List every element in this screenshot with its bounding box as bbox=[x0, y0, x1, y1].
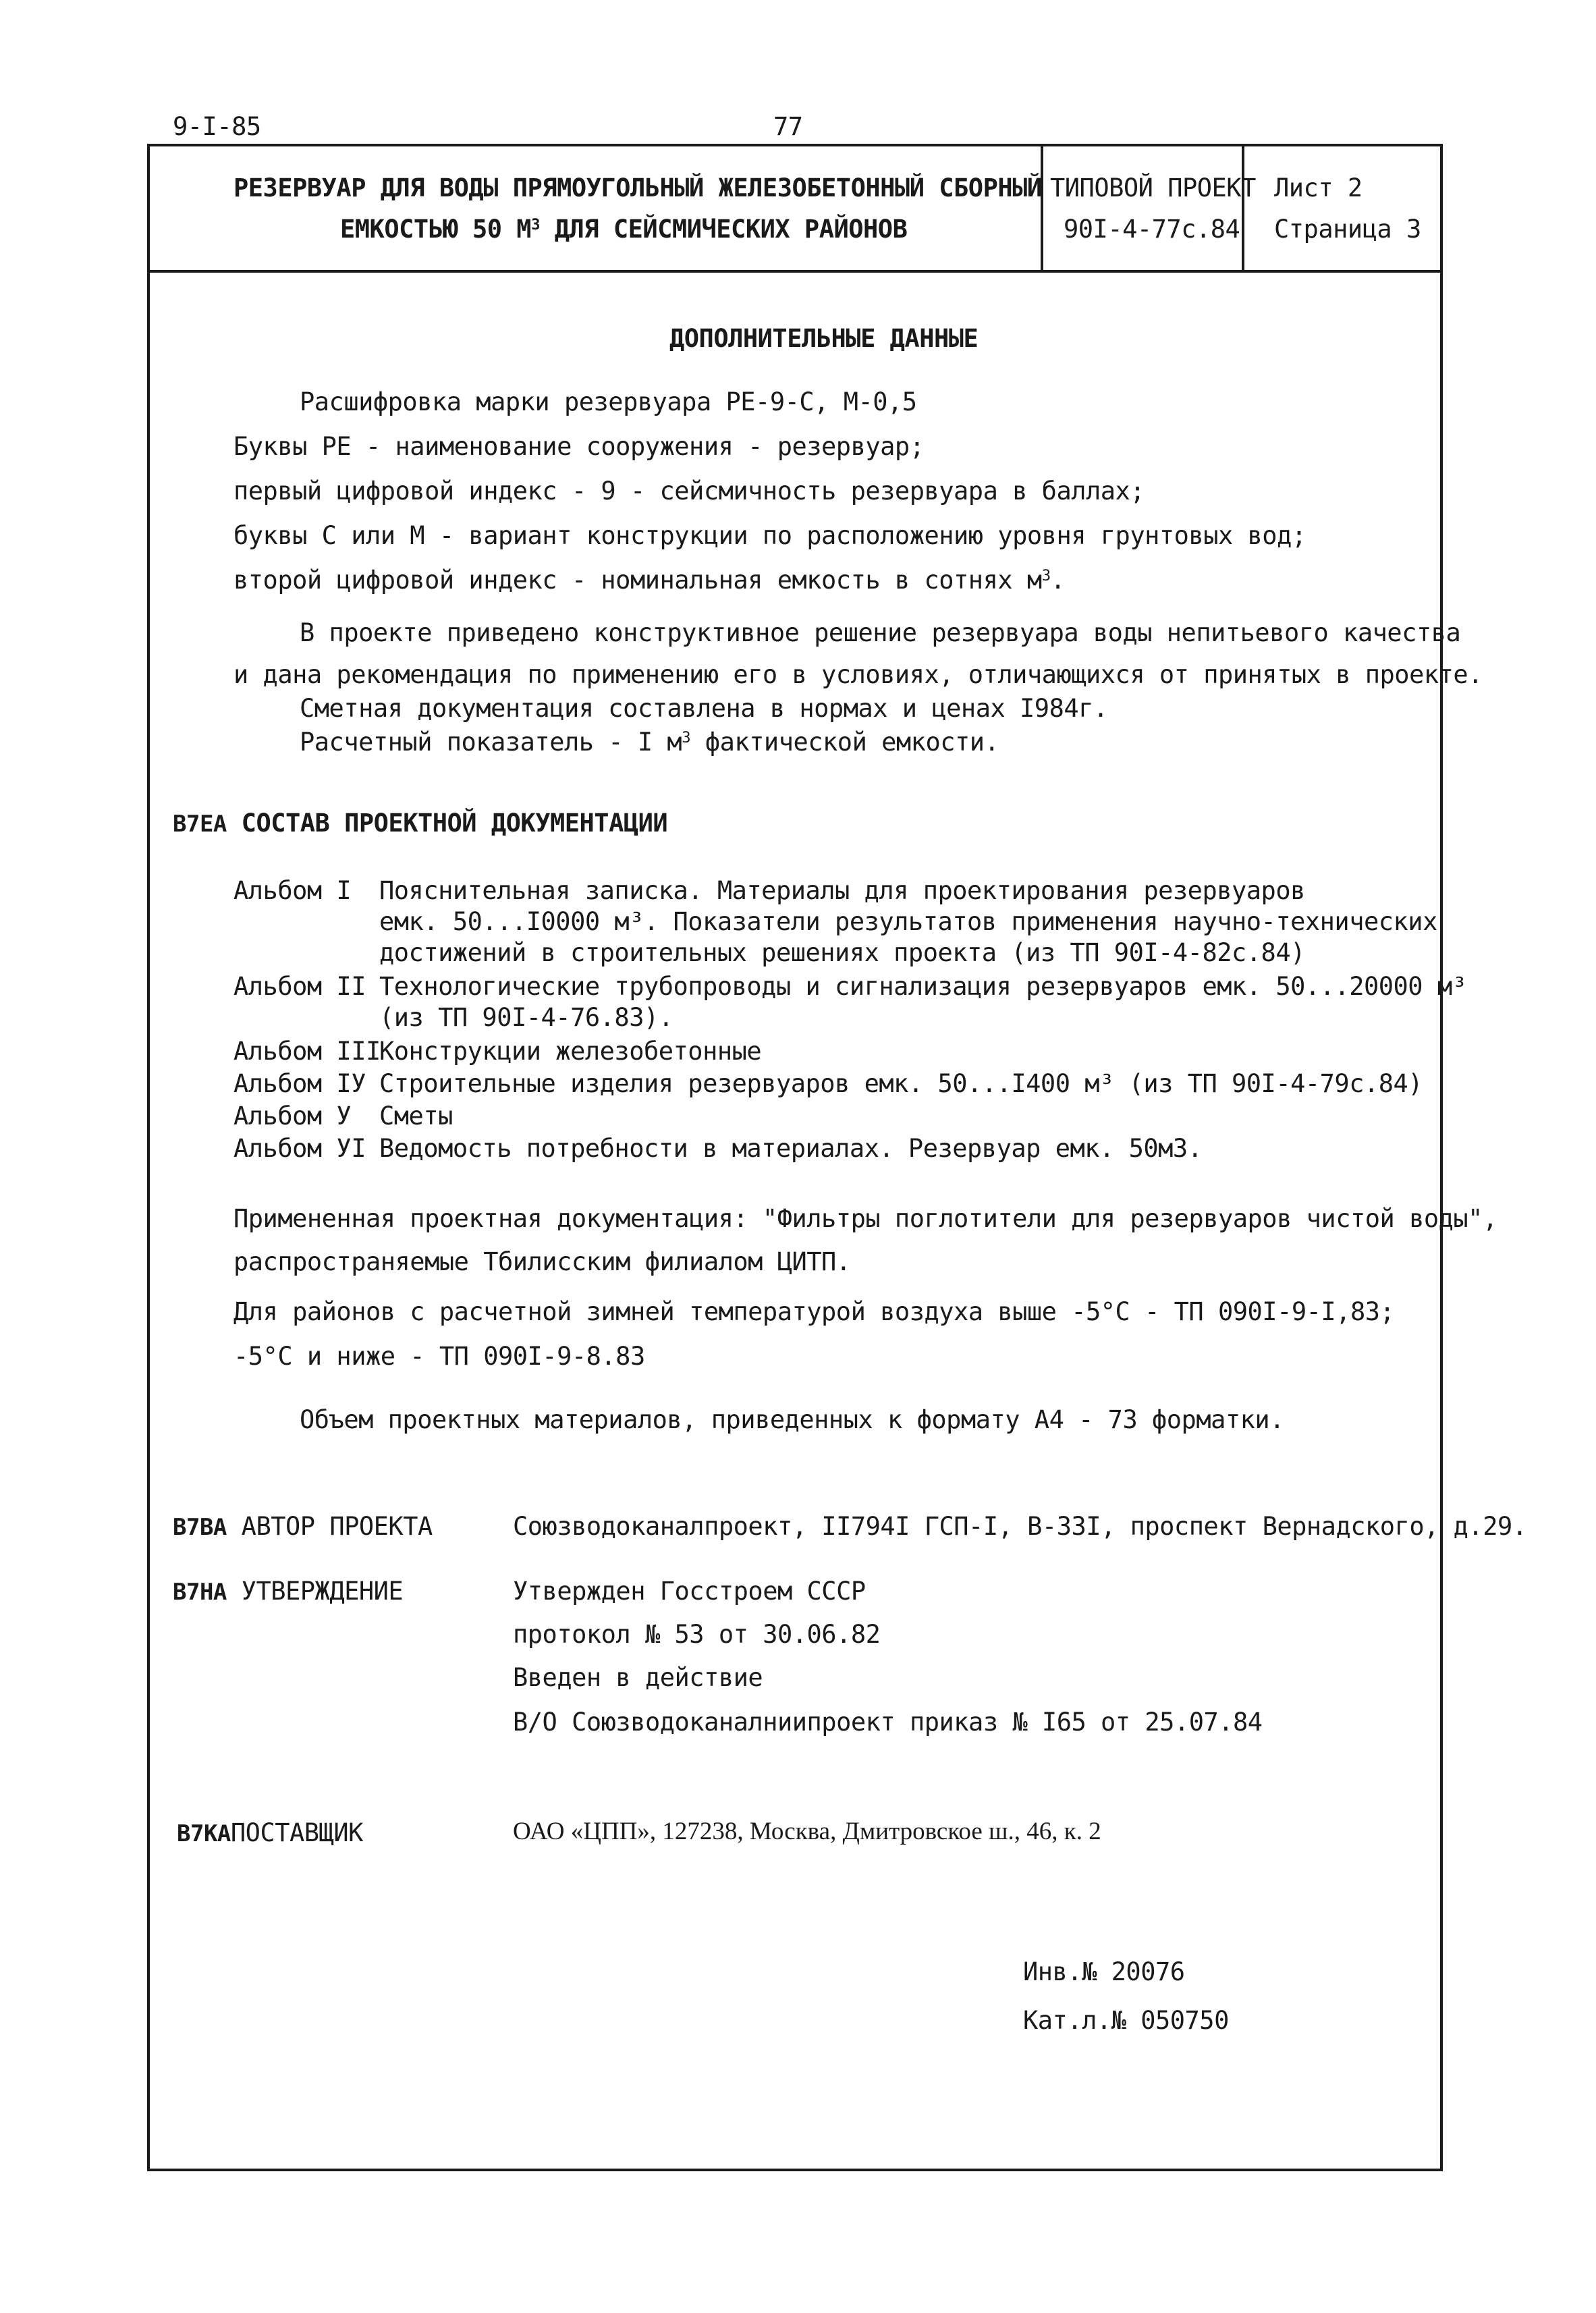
supplier-heading: В7КАПОСТАВЩИК bbox=[177, 1818, 363, 1847]
project-number: 90I-4-77с.84 bbox=[1064, 215, 1240, 244]
regions-line-2: -5°С и ниже - ТП 090I-9-8.83 bbox=[233, 1342, 645, 1371]
album-text: Конструкции железобетонные bbox=[379, 1037, 762, 1066]
album-label: Альбом III bbox=[233, 1037, 381, 1066]
album-text: Пояснительная записка. Материалы для проектирования резервуаров bbox=[379, 876, 1305, 905]
doc-code: 9-I-85 bbox=[173, 112, 261, 141]
project-description-line-2: и дана рекомендация по применению его в условиях, отличающихся от принятых в проекте. bbox=[233, 660, 1483, 689]
album-text: (из ТП 90I-4-76.83). bbox=[379, 1003, 673, 1032]
decode-line-1: Буквы РЕ - наименование сооружения - резервуар; bbox=[233, 432, 925, 461]
decode-title: Расшифровка марки резервуара РЕ-9-С, М-0,5 bbox=[300, 387, 917, 416]
project-label: ТИПОВОЙ ПРОЕКТ bbox=[1050, 173, 1256, 202]
title-block-divider bbox=[147, 270, 1440, 273]
approval-line-2: протокол № 53 от 30.06.82 bbox=[513, 1620, 881, 1649]
composition-heading: В7ЕА СОСТАВ ПРОЕКТНОЙ ДОКУМЕНТАЦИИ bbox=[173, 809, 668, 838]
album-text: достижений в строительных решениях проекта (из ТП 90I-4-82с.84) bbox=[379, 938, 1305, 967]
project-description-line-4: Расчетный показатель - I $м^3$ фактической емкости. bbox=[300, 728, 999, 757]
project-description-line-3: Сметная документация составлена в нормах и ценах I984г. bbox=[300, 694, 1108, 723]
approval-heading: В7НА УТВЕРЖДЕНИЕ bbox=[173, 1577, 404, 1606]
album-label: Альбом I bbox=[233, 876, 352, 905]
page-label: Страница 3 bbox=[1274, 215, 1421, 244]
album-label: Альбом II bbox=[233, 972, 366, 1001]
title-block-separator-1 bbox=[1041, 144, 1043, 273]
author-heading: В7ВА АВТОР ПРОЕКТА bbox=[173, 1512, 433, 1541]
album-text: Строительные изделия резервуаров емк. 50...I400 м³ (из ТП 90I-4-79с.84) bbox=[379, 1069, 1423, 1098]
inventory-number: Инв.№ 20076 bbox=[1023, 1957, 1185, 1986]
author-value: Союзводоканалпроект, II794I ГСП-I, В-33I, проспект Вернадского, д.29. bbox=[513, 1512, 1527, 1541]
album-text: Сметы bbox=[379, 1101, 453, 1131]
album-label: Альбом IУ bbox=[233, 1069, 366, 1098]
applied-docs-line-1: Примененная проектная документация: "Фильтры поглотители для резервуаров чистой воды", bbox=[233, 1204, 1497, 1233]
project-description-line-1: В проекте приведено конструктивное решение резервуара воды непитьевого качества bbox=[300, 618, 1461, 647]
album-label: Альбом УI bbox=[233, 1134, 366, 1163]
approval-line-4: В/О Союзводоканалниипроект приказ № I65 от 25.07.84 bbox=[513, 1708, 1263, 1737]
catalog-number: Кат.л.№ 050750 bbox=[1023, 2006, 1229, 2035]
regions-line-1: Для районов с расчетной зимней температурой воздуха выше -5°С - ТП 090I-9-I,83; bbox=[233, 1297, 1395, 1326]
album-text: Ведомость потребности в материалах. Резервуар емк. 50м3. bbox=[379, 1134, 1203, 1163]
volume-line: Объем проектных материалов, приведенных к формату А4 - 73 форматки. bbox=[300, 1405, 1284, 1434]
album-text: емк. 50...I0000 м³. Показатели результатов применения научно-технических bbox=[379, 907, 1437, 936]
decode-line-3: буквы С или М - вариант конструкции по расположению уровня грунтовых вод; bbox=[233, 521, 1306, 550]
album-text: Технологические трубопроводы и сигнализация резервуаров емк. 50...20000 м³ bbox=[379, 972, 1467, 1001]
supplier-value: ОАО «ЦПП», 127238, Москва, Дмитровское ш., 46, к. 2 bbox=[513, 1818, 1101, 1845]
album-label: Альбом У bbox=[233, 1101, 352, 1131]
page-number: 77 bbox=[773, 112, 803, 141]
sheet-label: Лист 2 bbox=[1274, 173, 1363, 202]
document-title-line-2: ЕМКОСТЬЮ 50 $М^3$ ДЛЯ СЕЙСМИЧЕСКИХ РАЙОНОВ bbox=[340, 215, 908, 244]
decode-line-2: первый цифровой индекс - 9 - сейсмичность резервуара в баллах; bbox=[233, 477, 1145, 506]
title-block-separator-2 bbox=[1242, 144, 1244, 273]
applied-docs-line-2: распространяемые Тбилисским филиалом ЦИТП. bbox=[233, 1247, 851, 1276]
section-heading-additional: ДОПОЛНИТЕЛЬНЫЕ ДАННЫЕ bbox=[669, 324, 979, 353]
approval-line-3: Введен в действие bbox=[513, 1663, 763, 1692]
decode-line-4: второй цифровой индекс - номинальная емкость в сотнях $м^3$. bbox=[233, 566, 1066, 595]
document-title-line-1: РЕЗЕРВУАР ДЛЯ ВОДЫ ПРЯМОУГОЛЬНЫЙ ЖЕЛЕЗОБЕТОННЫЙ СБОРНЫЙ bbox=[233, 173, 1042, 202]
approval-line-1: Утвержден Госстроем СССР bbox=[513, 1577, 866, 1606]
